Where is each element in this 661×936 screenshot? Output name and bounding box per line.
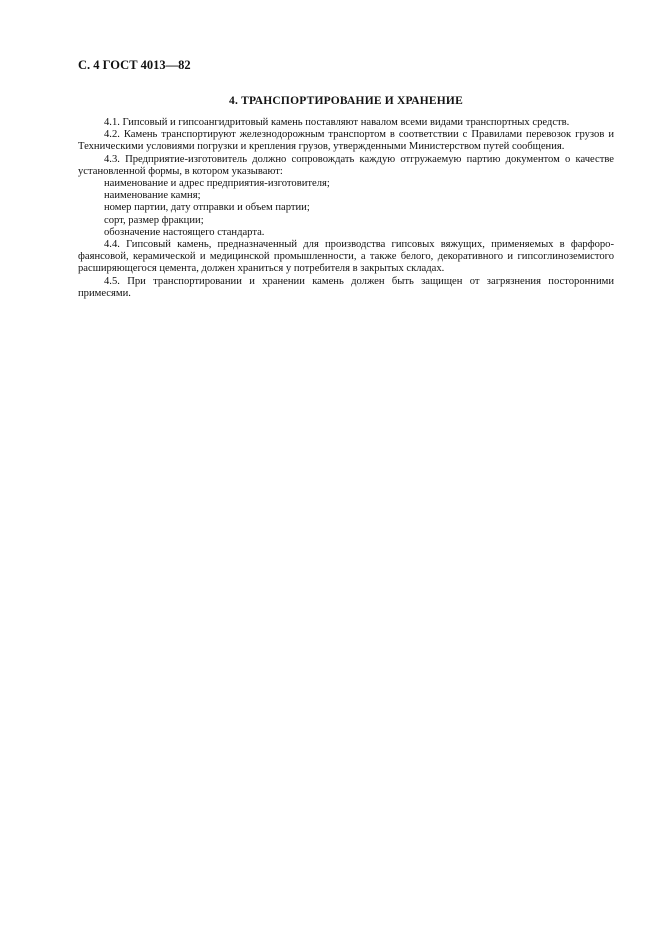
paragraph-4-4: 4.4. Гипсовый камень, предназначенный для производства гипсовых вяжущих, применяемых в фарфоро-фаянсовой, керамической и медицинской промышленности, а также белого, декоративного и гипсоглиноземистого расширяющегося цемента, должен храниться у потребителя в закрытых складах. bbox=[78, 239, 614, 275]
paragraph-4-5: 4.5. При транспортировании и хранении камень должен быть защищен от загрязнения посторонними примесями. bbox=[78, 275, 614, 299]
list-item: наименование и адрес предприятия-изготовителя; bbox=[104, 178, 330, 190]
section-content bbox=[78, 117, 614, 300]
paragraph-4-2: 4.2. Камень транспортируют железнодорожным транспортом в соответствии с Правилами перевозок грузов и Техническими условиями погрузки и крепления грузов, утвержденными Министерством путей сообщения. bbox=[78, 129, 614, 153]
paragraph-4-1: 4.1. Гипсовый и гипсоангидритовый камень поставляют навалом всеми видами транспортных средств. bbox=[104, 117, 570, 128]
document-page bbox=[78, 58, 614, 300]
page-header: С. 4 ГОСТ 4013—82 bbox=[78, 58, 191, 72]
list-item: сорт, размер фракции; bbox=[104, 214, 204, 226]
section-title: 4. ТРАНСПОРТИРОВАНИЕ И ХРАНЕНИЕ bbox=[229, 95, 463, 107]
list-item: номер партии, дату отправки и объем партии; bbox=[104, 202, 310, 214]
paragraph-4-3: 4.3. Предприятие-изготовитель должно сопровождать каждую отгружаемую партию документом о качестве установленной формы, в котором указывают: bbox=[78, 153, 614, 177]
list-item: обозначение настоящего стандарта. bbox=[104, 226, 265, 238]
list-item: наименование камня; bbox=[104, 190, 201, 202]
